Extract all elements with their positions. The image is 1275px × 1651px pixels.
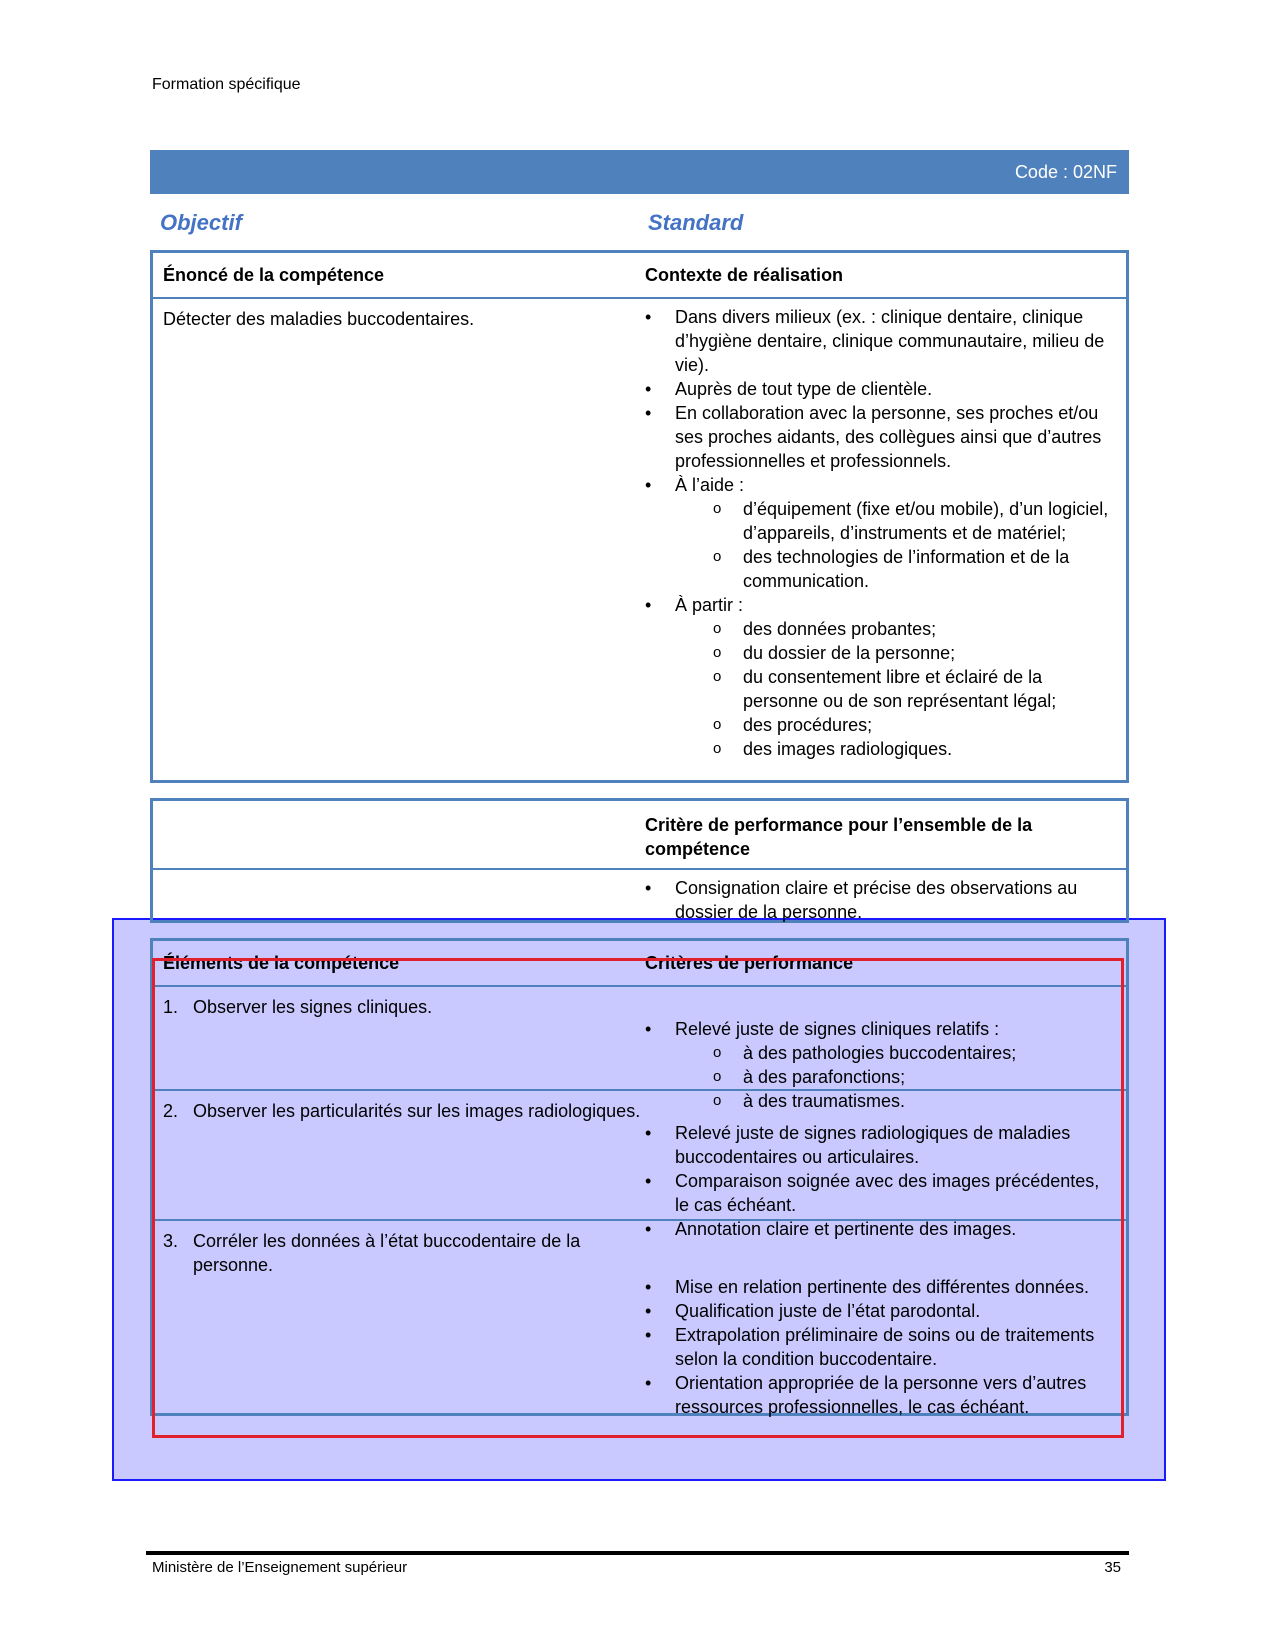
element-2 (163, 1099, 643, 1123)
competence-context-table (150, 250, 1129, 783)
elements-header: Éléments de la compétence (163, 953, 400, 973)
table-header-row (153, 941, 1126, 987)
table-header-row (153, 253, 1126, 299)
code-bar (150, 150, 1129, 194)
list-item: • Comparaison soignée avec des images précédentes, le cas échéant. (645, 1169, 1116, 1217)
list-item: • Consignation claire et précise des observations au dossier de la personne. (645, 876, 1116, 924)
element-number: 3. (163, 1231, 179, 1251)
criteria-list (645, 1269, 1126, 1419)
table-row (153, 1091, 1126, 1239)
footer-divider (146, 1551, 1129, 1555)
list-item: • Dans divers milieux (ex. : clinique dentaire, clinique d’hygiène dentaire, clinique communautaire, milieu de vie). (645, 305, 1116, 377)
list-item: • Annotation claire et pertinente des images. (645, 1217, 1116, 1241)
context-list (645, 299, 1126, 761)
element-1 (163, 995, 663, 1019)
table-row (153, 299, 1126, 761)
sub-list-item: o à des pathologies buccodentaires; (713, 1041, 1116, 1065)
global-criteria-header: Critère de performance pour l’ensemble de la compétence (645, 815, 1033, 859)
list-item-label: Relevé juste de signes cliniques relatifs : (675, 1019, 1000, 1039)
list-item: • Qualification juste de l’état parodontal. (645, 1299, 1116, 1323)
list-item-label: À partir : (675, 595, 744, 615)
objective-title: Objectif (160, 210, 242, 235)
list-item-label: À l’aide : (675, 475, 745, 495)
element-number: 1. (163, 997, 179, 1017)
sub-list-item: o des données probantes; (713, 617, 1116, 641)
list-item: • Orientation appropriée de la personne vers d’autres ressources professionnelles, le cas échéant. (645, 1371, 1116, 1419)
table-header-row (153, 801, 1126, 870)
element-number: 2. (163, 1101, 179, 1121)
competence-header: Énoncé de la compétence (163, 265, 385, 285)
global-criteria-list (645, 870, 1126, 924)
sub-list-item: o des images radiologiques. (713, 737, 1116, 761)
global-criteria-table (150, 798, 1129, 923)
list-item: • Extrapolation préliminaire de soins ou de traitements selon la condition buccodentaire. (645, 1323, 1116, 1371)
criteria-header: Critères de performance (645, 953, 854, 973)
standard-title: Standard (648, 210, 744, 235)
context-header: Contexte de réalisation (645, 265, 844, 285)
program-code: Code : 02NF (1014, 162, 1117, 182)
list-item: • Auprès de tout type de clientèle. (645, 377, 1116, 401)
sub-list-item: o du consentement libre et éclairé de la personne ou de son représentant légal; (713, 665, 1116, 713)
sub-list-item: o du dossier de la personne; (713, 641, 1116, 665)
list-item (645, 593, 1116, 761)
element-3 (163, 1229, 643, 1277)
table-row (153, 1221, 1126, 1419)
sub-list-item: o à des parafonctions; (713, 1065, 1116, 1089)
list-item (645, 473, 1116, 593)
table-row (153, 870, 1126, 924)
competence-statement: Détecter des maladies buccodentaires. (163, 309, 475, 329)
section-header: Formation spécifique (152, 76, 301, 93)
list-item: • Mise en relation pertinente des différentes données. (645, 1275, 1116, 1299)
list-item: • En collaboration avec la personne, ses proches et/ou ses proches aidants, des collègues ainsi que d’autres professionnelles et professionnels. (645, 401, 1116, 473)
element-text: Observer les signes cliniques. (193, 997, 433, 1017)
element-text: Corréler les données à l’état buccodentaire de la personne. (193, 1231, 581, 1275)
sub-list-item: o d’équipement (fixe et/ou mobile), d’un logiciel, d’appareils, d’instruments et de matériel; (713, 497, 1116, 545)
list-item: • Relevé juste de signes radiologiques de maladies buccodentaires ou articulaires. (645, 1121, 1116, 1169)
elements-criteria-table (150, 938, 1129, 1416)
page-number: 35 (1104, 1559, 1121, 1576)
footer-ministry: Ministère de l’Enseignement supérieur (152, 1559, 408, 1576)
sub-list-item: o des technologies de l’information et de la communication. (713, 545, 1116, 593)
sub-list-item: o à des traumatismes. (713, 1089, 1116, 1113)
sub-list-item: o des procédures; (713, 713, 1116, 737)
element-text: Observer les particularités sur les images radiologiques. (193, 1101, 641, 1121)
